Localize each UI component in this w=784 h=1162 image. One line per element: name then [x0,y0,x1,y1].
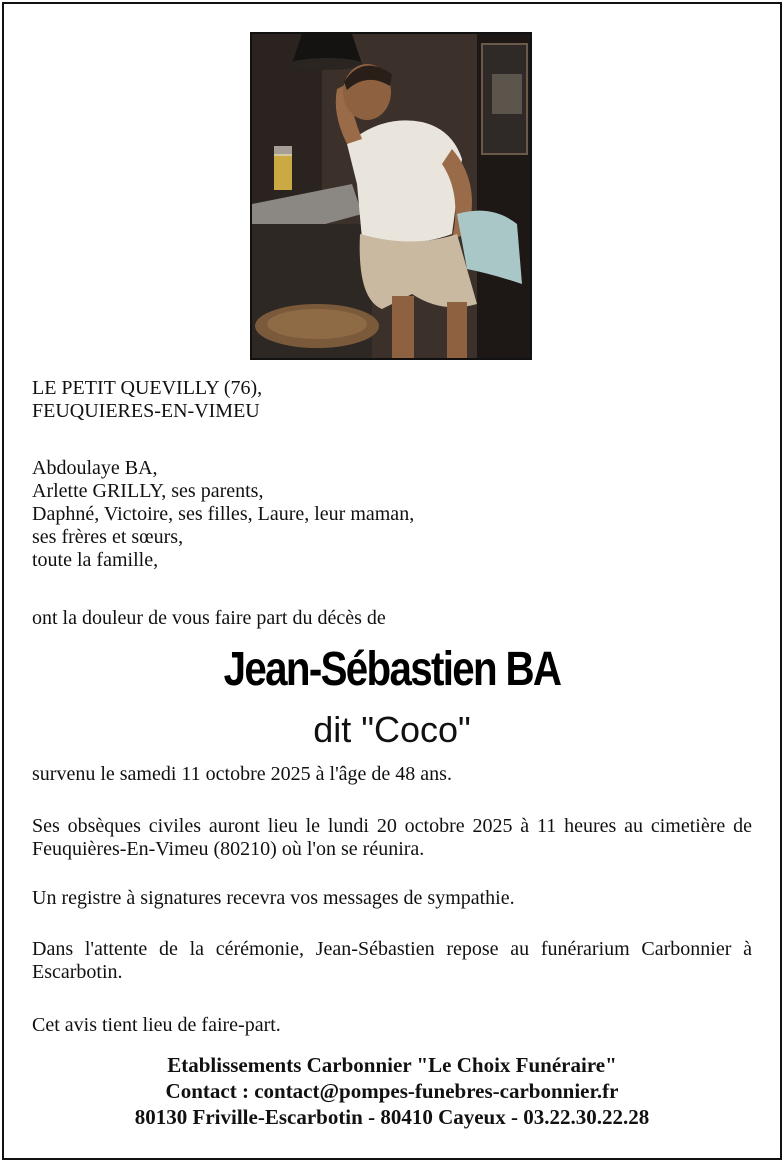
register-text [32,887,752,910]
announcement-line: ont la douleur de vous faire part du décès de [32,607,386,629]
portrait-photo [250,32,532,360]
notice-line: Cet avis tient lieu de faire-part. [32,1014,281,1036]
notice-text [32,1014,752,1037]
funeral-home-footer [0,1052,784,1130]
family-line: Arlette GRILLY, ses parents, [32,480,264,502]
family-line: Daphné, Victoire, ses filles, Laure, leur maman, [32,503,415,525]
footer-address: 80130 Friville-Escarbotin - 80410 Cayeux - 03.22.30.22.28 [134,1105,650,1129]
deceased-nickname: dit "Coco" [313,709,471,750]
deceased-name: Jean-Sébastien BA [223,643,561,696]
footer-company: Etablissements Carbonnier "Le Choix Funéraire" [167,1053,617,1077]
family-block [32,457,752,572]
footer-contact: Contact : contact@pompes-funebres-carbonnier.fr [165,1079,619,1103]
funeral-text: Ses obsèques civiles auront lieu le lundi 20 octobre 2025 à 11 heures au cimetière de Feuquières-En-Vimeu (80210) où l'on se réunira. [32,815,752,860]
location-block [32,377,752,423]
rest-text: Dans l'attente de la cérémonie, Jean-Sébastien repose au funérarium Carbonnier à Escarbotin. [32,938,752,983]
register-line: Un registre à signatures recevra vos messages de sympathie. [32,887,515,909]
family-line: Abdoulaye BA, [32,457,158,479]
family-line: ses frères et sœurs, [32,526,184,548]
family-line: toute la famille, [32,549,159,571]
location-line: FEUQUIERES-EN-VIMEU [32,400,260,422]
death-info-text [32,763,752,786]
death-info-line: survenu le samedi 11 octobre 2025 à l'âge de 48 ans. [32,763,452,785]
location-line: LE PETIT QUEVILLY (76), [32,377,263,399]
announcement-text [32,607,752,630]
